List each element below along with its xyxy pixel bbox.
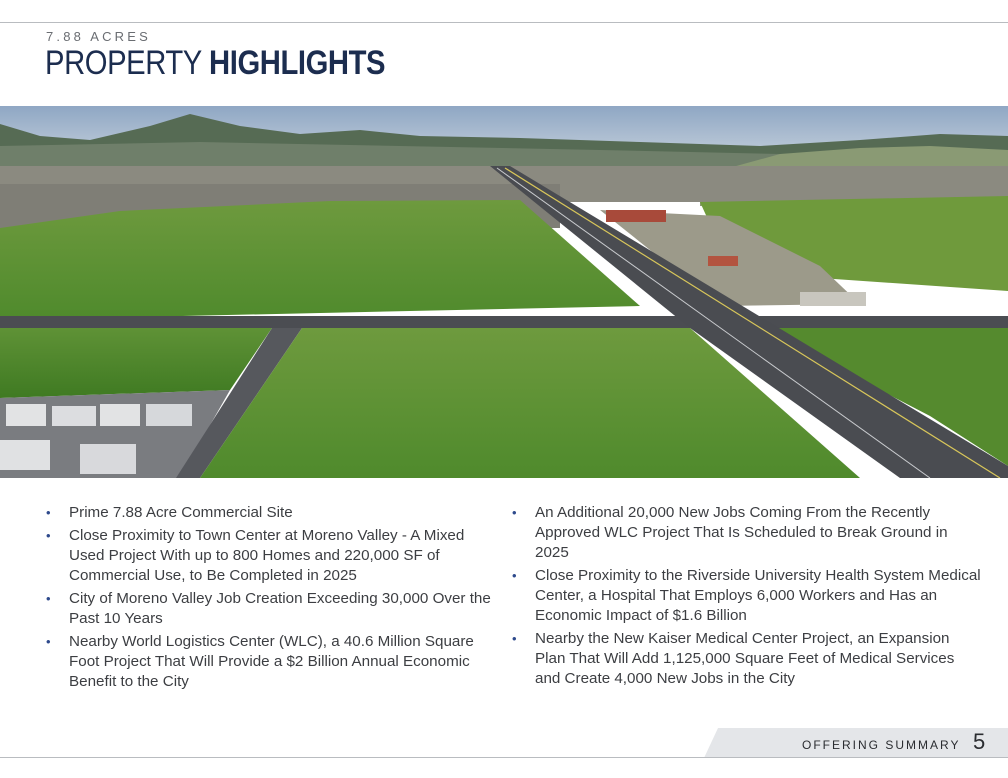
list-item: • Close Proximity to Town Center at Moreno Valley - A Mixed Used Project With up to 800 Homes and 220,000 SF of Commercial Use, to Be Completed in 2025 xyxy=(46,527,465,584)
bullet-icon: • xyxy=(46,528,51,543)
top-divider xyxy=(0,22,1008,23)
page-title-bold: HIGHLIGHTS xyxy=(209,44,386,82)
list-item: • City of Moreno Valley Job Creation Exceeding 30,000 Over the Past 10 Years xyxy=(46,590,491,627)
bullet-icon: • xyxy=(512,631,517,646)
list-item: • Nearby the New Kaiser Medical Center Project, an Expansion Plan That Will Add 1,125,000 Square Feet of Medical Services and Create 4,000 New Jobs in the City xyxy=(512,630,955,687)
bullet-icon: • xyxy=(512,505,517,520)
bullet-icon: • xyxy=(46,634,51,649)
page-number: 5 xyxy=(973,729,986,754)
bullet-icon: • xyxy=(46,591,51,606)
list-item: • Prime 7.88 Acre Commercial Site xyxy=(46,504,293,521)
aerial-property-photo xyxy=(0,106,1008,478)
page-title xyxy=(45,44,385,83)
bullet-icon: • xyxy=(46,505,51,520)
page-title-light: PROPERTY xyxy=(45,44,202,82)
list-item: • Close Proximity to the Riverside University Health System Medical Center, a Hospital That Employs 6,000 Workers and Has an Economic Impact of $1.6 Billion xyxy=(512,567,981,624)
bottom-divider xyxy=(0,757,1008,758)
acreage-eyebrow: 7.88 ACRES xyxy=(46,29,151,44)
highlights-left-list xyxy=(46,503,501,695)
section-label: OFFERING SUMMARY xyxy=(802,738,961,752)
list-item: • Nearby World Logistics Center (WLC), a 40.6 Million Square Foot Project That Will Provide a $2 Billion Annual Economic Benefit to the City xyxy=(46,633,474,690)
list-item: • An Additional 20,000 New Jobs Coming From the Recently Approved WLC Project That Is Scheduled to Break Ground in 2025 xyxy=(512,504,948,561)
highlights-right-list xyxy=(512,503,982,692)
bullet-icon: • xyxy=(512,568,517,583)
